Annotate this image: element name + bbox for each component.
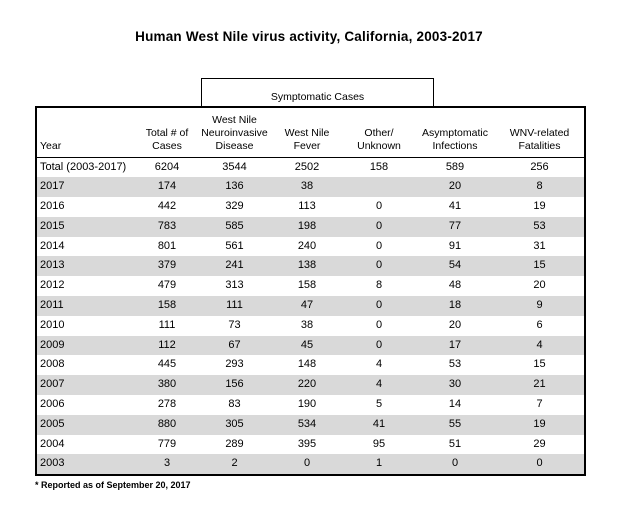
column-header-west-nile-neuroinvasive-disease: West Nile Neuroinvasive Disease bbox=[201, 114, 268, 153]
year-cell: 2007 bbox=[40, 378, 65, 391]
value-cell: 45 bbox=[300, 338, 314, 351]
value-cell: 395 bbox=[297, 437, 317, 450]
value-cell: 6204 bbox=[154, 160, 180, 173]
table-row-2013 bbox=[36, 256, 585, 276]
value-cell: 0 bbox=[536, 457, 543, 470]
value-cell: 95 bbox=[372, 437, 386, 450]
value-cell: 305 bbox=[225, 417, 244, 430]
value-cell: 18 bbox=[448, 299, 462, 312]
table-row-2010 bbox=[36, 316, 585, 336]
year-cell: 2004 bbox=[40, 437, 65, 450]
value-cell: 220 bbox=[297, 378, 317, 391]
value-cell: 3544 bbox=[222, 160, 247, 173]
year-cell: 2015 bbox=[40, 219, 65, 232]
column-header-total-of-cases: Total # of Cases bbox=[145, 127, 189, 153]
value-cell: 31 bbox=[533, 239, 546, 252]
value-cell: 38 bbox=[300, 318, 314, 331]
value-cell: 73 bbox=[228, 318, 241, 331]
table-row-2011 bbox=[36, 296, 585, 316]
value-cell: 55 bbox=[448, 417, 462, 430]
footnote: * Reported as of September 20, 2017 bbox=[35, 480, 191, 490]
table-row-2004 bbox=[36, 435, 585, 455]
year-cell: Total (2003-2017) bbox=[40, 160, 127, 173]
year-cell: 2006 bbox=[40, 398, 65, 411]
value-cell: 113 bbox=[298, 200, 316, 213]
value-cell: 21 bbox=[533, 378, 546, 391]
header-row bbox=[36, 107, 585, 157]
symptomatic-cases-label: Symptomatic Cases bbox=[270, 91, 365, 103]
value-cell: 158 bbox=[297, 279, 317, 292]
value-cell: 2502 bbox=[294, 160, 320, 173]
column-header-asymptomatic-infections: Asymptomatic Infections bbox=[422, 127, 488, 153]
table-row-2005 bbox=[36, 415, 585, 435]
value-cell: 77 bbox=[448, 219, 462, 232]
value-cell: 29 bbox=[533, 437, 546, 450]
table-row-2006 bbox=[36, 395, 585, 415]
value-cell: 9 bbox=[536, 299, 543, 312]
value-cell: 112 bbox=[158, 338, 176, 351]
value-cell: 15 bbox=[533, 358, 546, 371]
value-cell: 479 bbox=[157, 279, 177, 292]
value-cell: 589 bbox=[445, 160, 465, 173]
table-row-total-2003-2017 bbox=[36, 157, 585, 177]
value-cell: 3 bbox=[163, 457, 171, 470]
value-cell: 4 bbox=[536, 338, 543, 351]
table-row-2009 bbox=[36, 336, 585, 356]
value-cell: 4 bbox=[375, 358, 383, 371]
value-cell: 51 bbox=[448, 437, 462, 450]
value-cell: 289 bbox=[225, 437, 244, 450]
value-cell: 148 bbox=[297, 358, 317, 371]
value-cell: 801 bbox=[157, 239, 177, 252]
value-cell: 329 bbox=[225, 200, 244, 213]
value-cell: 4 bbox=[375, 378, 383, 391]
table-body bbox=[36, 157, 585, 475]
year-cell: 2005 bbox=[40, 417, 65, 430]
table-header bbox=[36, 107, 585, 157]
value-cell: 6 bbox=[536, 318, 543, 331]
value-cell: 47 bbox=[300, 299, 314, 312]
value-cell: 779 bbox=[157, 437, 177, 450]
value-cell: 30 bbox=[448, 378, 462, 391]
value-cell: 158 bbox=[369, 160, 389, 173]
value-cell: 0 bbox=[375, 200, 383, 213]
value-cell: 20 bbox=[448, 318, 462, 331]
value-cell: 53 bbox=[448, 358, 462, 371]
value-cell: 783 bbox=[157, 219, 177, 232]
value-cell: 8 bbox=[375, 279, 383, 292]
value-cell: 14 bbox=[448, 398, 462, 411]
value-cell: 0 bbox=[375, 219, 383, 232]
value-cell: 293 bbox=[225, 358, 244, 371]
value-cell: 0 bbox=[375, 299, 383, 312]
year-cell: 2011 bbox=[40, 299, 64, 312]
value-cell: 54 bbox=[448, 259, 462, 272]
value-cell: 111 bbox=[226, 299, 243, 312]
value-cell: 111 bbox=[158, 318, 176, 331]
value-cell: 174 bbox=[157, 180, 177, 193]
value-cell: 190 bbox=[297, 398, 317, 411]
value-cell: 91 bbox=[448, 239, 462, 252]
value-cell: 20 bbox=[533, 279, 546, 292]
value-cell: 0 bbox=[375, 318, 383, 331]
value-cell: 241 bbox=[225, 259, 244, 272]
value-cell: 41 bbox=[372, 417, 386, 430]
table-row-2017 bbox=[36, 177, 585, 197]
year-cell: 2017 bbox=[40, 180, 65, 193]
table-row-2003 bbox=[36, 454, 585, 475]
value-cell: 0 bbox=[375, 338, 383, 351]
year-cell: 2010 bbox=[40, 318, 65, 331]
value-cell: 19 bbox=[533, 200, 546, 213]
value-cell: 8 bbox=[536, 180, 543, 193]
value-cell: 278 bbox=[157, 398, 177, 411]
value-cell: 15 bbox=[533, 259, 546, 272]
value-cell: 0 bbox=[303, 457, 311, 470]
value-cell: 48 bbox=[448, 279, 462, 292]
value-cell: 38 bbox=[300, 180, 314, 193]
column-header-wnv-related-fatalities: WNV-related Fatalities bbox=[509, 127, 570, 153]
page-title: Human West Nile virus activity, California, 2003-2017 bbox=[135, 29, 483, 44]
value-cell: 585 bbox=[225, 219, 244, 232]
value-cell: 0 bbox=[451, 457, 459, 470]
value-cell: 256 bbox=[530, 160, 549, 173]
value-cell: 136 bbox=[225, 180, 244, 193]
value-cell: 2 bbox=[231, 457, 238, 470]
value-cell: 379 bbox=[157, 259, 177, 272]
year-cell: 2009 bbox=[40, 338, 65, 351]
value-cell: 0 bbox=[375, 239, 383, 252]
value-cell: 83 bbox=[228, 398, 241, 411]
wnv-activity-table bbox=[35, 106, 586, 476]
value-cell: 17 bbox=[448, 338, 462, 351]
year-cell: 2013 bbox=[40, 259, 65, 272]
table-row-2008 bbox=[36, 355, 585, 375]
column-header-west-nile-fever: West Nile Fever bbox=[284, 127, 330, 153]
value-cell: 445 bbox=[157, 358, 177, 371]
value-cell: 380 bbox=[157, 378, 177, 391]
value-cell: 561 bbox=[225, 239, 244, 252]
value-cell: 240 bbox=[297, 239, 317, 252]
value-cell: 138 bbox=[297, 259, 317, 272]
value-cell: 53 bbox=[533, 219, 546, 232]
value-cell: 67 bbox=[228, 338, 241, 351]
value-cell bbox=[343, 177, 415, 197]
value-cell: 534 bbox=[297, 417, 317, 430]
value-cell: 198 bbox=[297, 219, 317, 232]
year-cell: 2003 bbox=[40, 457, 65, 470]
column-header-year: Year bbox=[40, 140, 62, 153]
table-row-2016 bbox=[36, 197, 585, 217]
table-row-2012 bbox=[36, 276, 585, 296]
value-cell: 5 bbox=[375, 398, 383, 411]
value-cell: 1 bbox=[375, 457, 383, 470]
table-row-2015 bbox=[36, 217, 585, 237]
table-row-2007 bbox=[36, 375, 585, 395]
value-cell: 41 bbox=[448, 200, 462, 213]
value-cell: 156 bbox=[225, 378, 244, 391]
symptomatic-cases-group-box bbox=[201, 78, 434, 107]
table-row-2014 bbox=[36, 237, 585, 257]
value-cell: 442 bbox=[157, 200, 177, 213]
year-cell: 2016 bbox=[40, 200, 65, 213]
year-cell: 2012 bbox=[40, 279, 65, 292]
value-cell: 19 bbox=[533, 417, 546, 430]
value-cell: 7 bbox=[536, 398, 543, 411]
value-cell: 0 bbox=[375, 259, 383, 272]
value-cell: 880 bbox=[157, 417, 177, 430]
column-header-other-unknown: Other/ Unknown bbox=[357, 127, 401, 153]
year-cell: 2014 bbox=[40, 239, 65, 252]
value-cell: 20 bbox=[448, 180, 462, 193]
value-cell: 158 bbox=[157, 299, 177, 312]
year-cell: 2008 bbox=[40, 358, 65, 371]
value-cell: 313 bbox=[225, 279, 244, 292]
